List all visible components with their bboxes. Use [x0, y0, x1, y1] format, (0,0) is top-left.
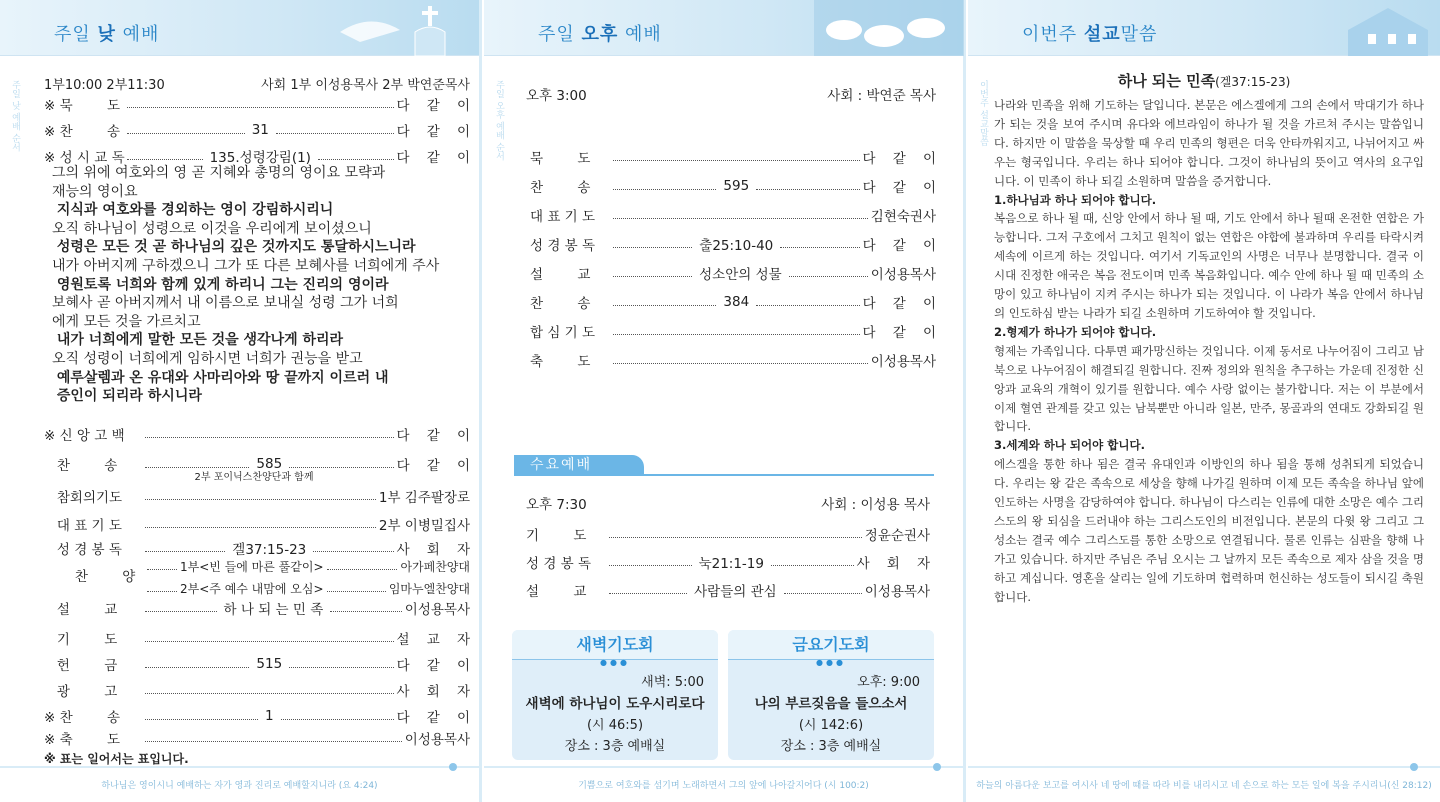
responsive-reading-line: 내가 너희에게 말한 모든 것을 생각나게 하리라: [52, 332, 344, 349]
order-item: [44, 486, 470, 506]
sermon-point-heading: 3.세계와 하나 되어야 합니다.: [994, 438, 1145, 453]
leader-dots: [771, 565, 854, 566]
order-person: 다 같 이: [396, 150, 470, 166]
friday-location: 장소 : 3층 예배실: [780, 739, 882, 754]
responsive-reading-line: 지식과 여호와를 경외하는 영이 강림하시리니: [52, 202, 334, 219]
order-label: 대 표 기 도: [44, 518, 122, 534]
service-host: 사회 1부 이성용목사 2부 박연준목사: [261, 78, 470, 93]
order-person: 이성용목사: [404, 602, 471, 618]
order-label: 묵 도: [530, 151, 591, 167]
leader-dots: [784, 593, 862, 594]
order-person: 사 회 자: [856, 556, 931, 572]
order-detail: 585: [256, 456, 283, 472]
order-item: [530, 176, 936, 196]
leader-dots: [789, 276, 868, 277]
order-label: ※ 찬 송: [44, 710, 121, 726]
order-subnote: 2부 포이닉스찬양단과 함께: [194, 472, 314, 483]
header-banner: [968, 0, 1440, 56]
order-person: 2부 이병밀집사: [378, 518, 470, 534]
order-item: [44, 598, 470, 618]
standing-note: ※ 표는 일어서는 표입니다.: [44, 752, 189, 766]
order-detail: 사람들의 관심: [694, 584, 777, 600]
order-label: 설 교: [44, 602, 118, 618]
order-detail: 하 나 되 는 민 족: [223, 602, 324, 618]
responsive-reading-line: 내가 아버지께 구하겠으니 그가 또 다른 보혜사를 너희에게 주사: [52, 258, 440, 274]
order-detail: 384: [723, 294, 750, 310]
order-label: 대 표 기 도: [530, 209, 596, 225]
church-building-icon: [1338, 0, 1438, 56]
order-person: 사 회 자: [396, 542, 471, 558]
leader-dots: [145, 693, 394, 694]
wed-time: 오후 7:30: [526, 497, 587, 513]
order-person: 다 같 이: [396, 658, 471, 674]
responsive-reading-line: 오직 성령이 너희에게 임하시면 너희가 권능을 받고: [52, 351, 363, 367]
leader-dots: [613, 305, 716, 306]
order-item: [530, 205, 936, 225]
order-detail: 515: [256, 656, 283, 672]
dots-icon: ●●●: [600, 658, 630, 667]
leader-dots: [613, 247, 692, 248]
leader-dots: [145, 611, 217, 612]
order-label: 찬 송: [530, 180, 591, 196]
panel-sunday-morning: [0, 0, 482, 802]
order-person: 다 같 이: [862, 238, 937, 254]
order-person: 다 같 이: [862, 151, 936, 167]
order-label: 성 경 봉 독: [44, 542, 122, 558]
order-item: [44, 538, 470, 558]
leader-dots: [613, 189, 716, 190]
leader-dots: [780, 247, 859, 248]
order-person: 정윤순권사: [864, 528, 930, 544]
sermon-title: 하나 되는 민족: [1117, 72, 1216, 90]
side-label: 주일 낮 예배 순서: [10, 80, 20, 152]
order-item: [44, 424, 470, 444]
wed-info: [526, 493, 930, 513]
responsive-reading-line: 영원토록 너희와 함께 있게 하리니 그는 진리의 영이라: [52, 276, 389, 293]
order-label: 기 도: [44, 632, 118, 648]
service-time: 오후 3:00: [526, 88, 587, 104]
order-detail: 31: [251, 122, 269, 138]
sermon-point-heading: 2.형제가 하나가 되어야 합니다.: [994, 324, 1157, 339]
service-info: [526, 84, 936, 104]
leader-dots: [127, 159, 203, 160]
anthem-row: 찬 양: [62, 569, 136, 585]
order-label: ※ 묵 도: [44, 98, 121, 114]
order-item: [44, 654, 470, 674]
divider: [514, 474, 934, 476]
order-label: ※ 신 앙 고 백: [44, 428, 125, 444]
order-label: 참회의기도: [44, 490, 123, 506]
order-person: 사 회 자: [396, 684, 470, 700]
order-item: [44, 120, 470, 140]
leader-dots: [613, 334, 860, 335]
dawn-prayer-title: 새벽기도회: [512, 630, 718, 660]
footer-verse: 하나님은 영이시니 예배하는 자가 영과 진리로 예배할지니라 (요 4:24): [0, 766, 479, 802]
leader-dots: [613, 218, 868, 219]
friday-time: 오후: 9:00: [857, 675, 920, 690]
sermon-body: [994, 96, 1424, 606]
responsive-reading-line: 성령은 모든 것 곧 하나님의 깊은 것까지도 통달하시느니라: [52, 239, 416, 256]
responsive-reading-line: 예루살렘과 온 유대와 사마리아와 땅 끝까지 이르러 내: [52, 369, 389, 386]
order-detail: 595: [723, 178, 750, 194]
order-person: 이성용목사: [404, 732, 470, 748]
leader-dots: [145, 667, 249, 668]
responsive-reading-line: 재능의 영이요: [52, 183, 138, 200]
order-person: 다 같 이: [862, 180, 937, 196]
order-item: [530, 147, 936, 167]
dove-cross-icon: [330, 2, 450, 56]
side-label: 주일 오후 예배 순서: [494, 80, 504, 161]
sermon-point-heading: 1.하나님과 하나 되어야 합니다.: [994, 192, 1157, 207]
order-label: 축 도: [530, 354, 591, 370]
leader-dots: [289, 667, 393, 668]
header-banner: [0, 0, 479, 56]
order-item: [44, 146, 470, 166]
order-detail: 눅21:1-19: [698, 556, 764, 572]
section-title: 이번주 설교말씀: [1022, 24, 1158, 45]
leader-dots: [613, 276, 692, 277]
order-label: ※ 축 도: [44, 732, 121, 748]
order-item: [526, 524, 930, 544]
order-label: 찬 송: [44, 458, 118, 474]
leader-dots: [756, 305, 859, 306]
order-item: [44, 706, 470, 726]
order-item: [530, 263, 936, 283]
leader-dots: [127, 133, 245, 134]
responsive-reading-line: 에게 모든 것을 가르치고: [52, 313, 201, 330]
section-title: 주일 오후 예배: [538, 24, 662, 45]
sermon-paragraph: 에스겔을 통한 하나 됨은 결국 유대인과 이방인의 하나 됨을 통해 성취되게 되었습니다. 우리는 왕 같은 족속으로 세상을 향해 나가길 원하며 이제 모든 족속을 하나님 앞에 인도하는 사명을 감당하여야 합니다. 하나님이 다스리는 인류에 대한 소망은 예수 그리스도의 왕 되심을 드러내야 하는 그리스도인의 비전입니다. 본문의 다윗 왕 그리고 그 성소는 결국 예수 그리스도를 통한 소망으로 연결됩니다. 물론 인류는 심판을 향해 나가고 있습니다. 하지만 주님은 주님 오시는 그 날까지 모든 족속으로 제자 삼을 것을 명하고 계십니다. 영혼을 살리는 일에 기도하며 협력하며 헌신하는 성도들이 되시길 축원합니다.: [994, 457, 1424, 604]
order-person: 이성용목사: [870, 354, 936, 370]
footer-verse: 기쁨으로 여호와를 섬기며 노래하면서 그의 앞에 나아갈지어다 (시 100:2): [484, 766, 963, 802]
leader-dots: [145, 551, 225, 552]
order-item: [526, 552, 930, 572]
order-detail: 1: [264, 708, 274, 724]
anthem-2: 2부<주 예수 내맘에 오심> 임마누엘찬양대: [144, 580, 470, 597]
leader-dots: [127, 107, 394, 108]
order-item: [44, 628, 470, 648]
order-person: 다 같 이: [862, 296, 937, 312]
responsive-reading-line: 보혜사 곧 아버지께서 내 이름으로 보내실 성령 그가 너희: [52, 295, 399, 312]
order-label: ※ 성 시 교 독: [44, 150, 125, 166]
side-label: 이번주 설교말씀: [978, 80, 988, 146]
order-label: 헌 금: [44, 658, 118, 674]
leader-dots: [313, 551, 393, 552]
leader-dots: [613, 363, 868, 364]
leader-dots: [145, 527, 376, 528]
friday-verse: (시 142:6): [798, 718, 864, 733]
order-item: [530, 350, 936, 370]
order-label: 성 경 봉 독: [526, 556, 592, 572]
leader-dots: [609, 537, 862, 538]
order-person: 다 같 이: [396, 124, 471, 140]
order-person: 다 같 이: [396, 710, 471, 726]
order-person: 1부 김주팔장로: [378, 490, 470, 506]
wednesday-title: 수요예배: [514, 455, 644, 475]
header-banner: [484, 0, 963, 56]
panel-sermon: [968, 0, 1440, 802]
dawn-prayer-box: [512, 630, 718, 760]
dots-icon: ●●●: [816, 658, 846, 667]
order-label: 찬 송: [530, 296, 591, 312]
leader-dots: [145, 437, 394, 438]
service-host: 사회 : 박연준 목사: [827, 88, 936, 104]
responsive-reading-line: 오직 하나님이 성령으로 이것을 우리에게 보이셨으니: [52, 220, 372, 237]
sermon-paragraph: 나라와 민족을 위해 기도하는 달입니다. 본문은 에스겔에게 그의 손에서 막대기가 하나가 되는 것을 보여 주시며 유다와 에브라임이 하나가 될 것을 가르쳐 주시는 말씀입니다. 하지만 이 말씀을 묵상할 때 우리 민족의 형편은 더욱 안타까워지고, 나뉘어지고 싸우는 형국입니다. 우리는 하나 되어야 합니다. 그것이 하나님의 뜻이고 역사의 요구입니다. 이 민족이 하나 되길 소원하며 말씀을 증거합니다.: [994, 98, 1424, 188]
order-item: [44, 514, 470, 534]
order-detail: 출25:10-40: [699, 238, 774, 254]
order-item: [530, 321, 936, 341]
leader-dots: [318, 159, 394, 160]
responsive-reading-line: 증인이 되리라 하시니라: [52, 388, 202, 405]
order-label: 합 심 기 도: [530, 325, 596, 341]
responsive-reading-line: 그의 위에 여호와의 영 곧 지혜와 총명의 영이요 모략과: [52, 165, 386, 181]
order-label: 기 도: [526, 528, 587, 544]
anthem-1: 1부<빈 들에 마른 풀같이> 아가페찬양대: [144, 558, 470, 575]
dawn-location: 장소 : 3층 예배실: [564, 739, 666, 754]
leader-dots: [756, 189, 859, 190]
order-person: 다 같 이: [396, 98, 470, 114]
footer-verse: 하늘의 아름다운 보고를 여시사 네 땅에 때를 따라 비를 내리시고 네 손으로 하는 모든 일에 복을 주시리니(신 28:12): [968, 766, 1440, 802]
order-person: 이성용목사: [864, 584, 931, 600]
sermon-paragraph: 형제는 가족입니다. 다투면 패가망신하는 것입니다. 이제 동서로 나누어짐이 그리고 남북으로 나누어짐이 해결되길 원합니다. 진짜 정의와 원칙을 추구하는 가운데 진정한 신앙과 교육의 개혁이 있기를 원합니다. 예수 사랑 없이는 불가합니다. 저는 이 부분에서 이제 혈연 관계를 갖고 있는 남북뿐만 아니라 일본, 만주, 몽골과의 연대도 강화되길 원합니다.: [994, 343, 1424, 434]
section-title: 주일 낮 예배: [54, 24, 160, 45]
order-item: [526, 580, 930, 600]
order-label: ※ 찬 송: [44, 124, 121, 140]
leader-dots: [281, 719, 394, 720]
order-item: [530, 292, 936, 312]
order-person: 다 같 이: [396, 458, 471, 474]
order-label: 설 교: [526, 584, 587, 600]
leader-dots: [145, 499, 376, 500]
order-label: 광 고: [44, 684, 118, 700]
order-detail: 135.성령강림(1): [209, 150, 311, 166]
leader-dots: [609, 565, 692, 566]
order-person: 김현숙권사: [870, 209, 936, 225]
service-time: 1부10:00 2부11:30: [44, 78, 165, 93]
leader-dots: [145, 641, 394, 642]
leader-dots: [145, 719, 258, 720]
dawn-theme: 새벽에 하나님이 도우시리로다: [525, 696, 705, 712]
friday-prayer-title: 금요기도회: [728, 630, 934, 660]
friday-theme: 나의 부르짖음을 들으소서: [754, 696, 908, 712]
sermon-reference: (겔37:15-23): [1215, 75, 1291, 89]
order-person: 이성용목사: [870, 267, 937, 283]
order-label: 성 경 봉 독: [530, 238, 596, 254]
leader-dots: [145, 741, 402, 742]
friday-prayer-box: [728, 630, 934, 760]
leader-dots: [276, 133, 394, 134]
dawn-time: 새벽: 5:00: [641, 675, 704, 690]
order-item: [530, 234, 936, 254]
sermon-heading: [968, 70, 1440, 91]
sermon-paragraph: 복음으로 하나 될 때, 신앙 안에서 하나 될 때, 기도 안에서 하나 될때 온전한 연합은 가능합니다. 그저 구호에서 그치고 원칙이 없는 연합은 야합에 불과하며 우리를 타락시켜 세속에 이르게 하는 것입니다. 여기서 기독교인의 사명은 너무나 분명합니다. 결국 이 시대 진정한 애국은 복음 전도이며 민족 복음화입니다. 예수 안에 하나 될 때 민족의 소망이 있고 하나님이 지켜 주시는 하나가 되는 것입니다. 이 나라가 복음 안에서 하나님의 인도하심 받는 나라가 되길 소원하며 기도하여야 할 것입니다.: [994, 211, 1424, 320]
order-person: 다 같 이: [862, 325, 936, 341]
order-label: 설 교: [530, 267, 591, 283]
order-person: 설 교 자: [396, 632, 470, 648]
dawn-verse: (시 46:5): [586, 718, 644, 733]
order-detail: 성소안의 성물: [699, 267, 782, 283]
order-item: [44, 680, 470, 700]
leader-dots: [330, 611, 402, 612]
leader-dots: [613, 160, 860, 161]
order-detail: 겔37:15-23: [232, 542, 307, 558]
leader-dots: [609, 593, 687, 594]
service-info: [44, 74, 470, 93]
wed-host: 사회 : 이성용 목사: [821, 497, 930, 513]
sheep-icon: [814, 0, 964, 56]
panel-sunday-afternoon: [484, 0, 966, 802]
order-person: 다 같 이: [396, 428, 470, 444]
order-item: [44, 728, 470, 748]
order-item: [44, 94, 470, 114]
